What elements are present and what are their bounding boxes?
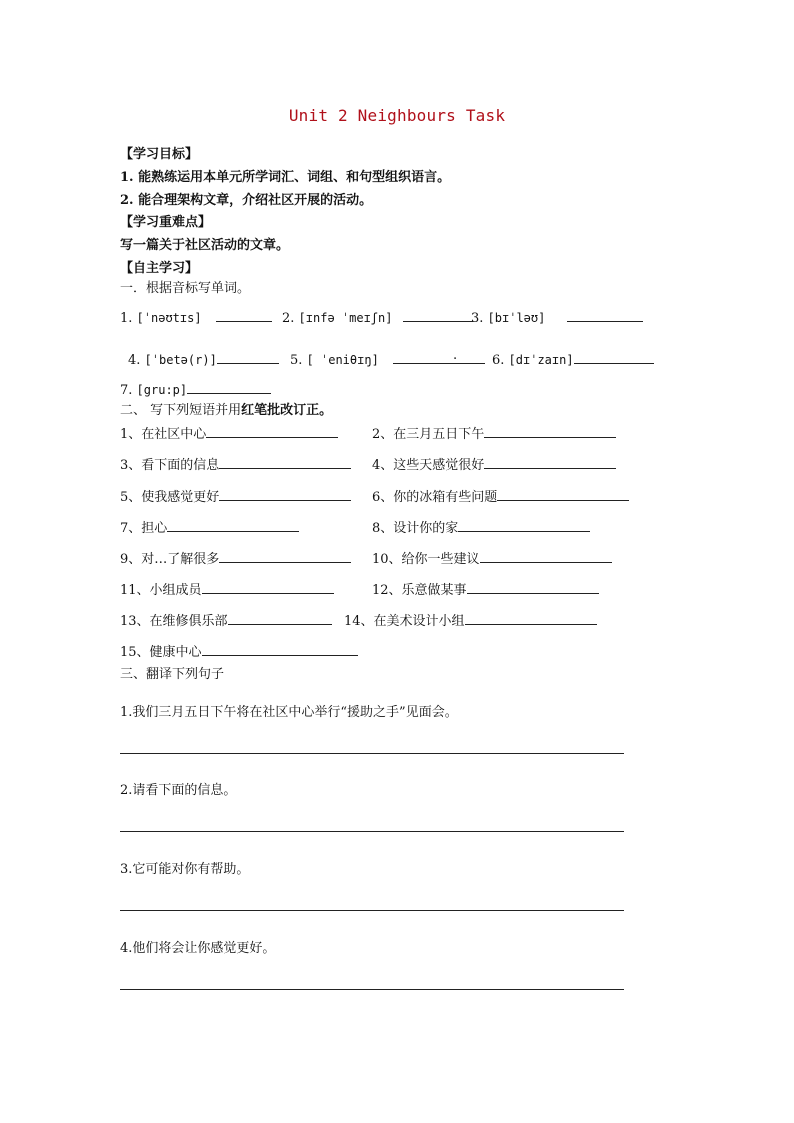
goal-1: 1. 能熟练运用本单元所学词汇、词组、和句型组织语言。 <box>120 170 451 185</box>
phonetic-item-3: 3. [bɪˈləʊ] <box>471 309 643 326</box>
phrase-item: 8、设计你的家 <box>372 517 590 536</box>
answer-blank[interactable] <box>403 309 473 322</box>
phrase-item: 1、在社区中心 <box>120 423 338 442</box>
sentence-4: 4.他们将会让你感觉更好。 <box>120 941 276 956</box>
phrase-item: 10、给你一些建议 <box>372 548 612 567</box>
phonetic-item-4: 4. [ˈbetə(r)] <box>128 351 279 368</box>
phrase-item: 6、你的冰箱有些问题 <box>372 486 629 505</box>
answer-blank[interactable] <box>465 612 597 625</box>
sentence-1: 1.我们三月五日下午将在社区中心举行“援助之手”见面会。 <box>120 705 458 720</box>
answer-blank[interactable] <box>206 425 338 438</box>
page-title: Unit 2 Neighbours Task <box>288 106 506 125</box>
phonetic-item-6: 6. [dɪˈzaɪn] <box>492 351 654 368</box>
keypoints-heading: 【学习重难点】 <box>120 215 212 230</box>
answer-blank[interactable] <box>167 519 299 532</box>
phrase-item: 12、乐意做某事 <box>372 579 599 598</box>
phrase-item: 7、担心 <box>120 517 299 536</box>
self-study-heading: 【自主学习】 <box>120 261 199 276</box>
answer-blank[interactable] <box>480 550 612 563</box>
answer-line[interactable] <box>120 753 624 754</box>
answer-blank[interactable] <box>497 488 629 501</box>
sentence-2: 2.请看下面的信息。 <box>120 783 237 798</box>
answer-blank[interactable] <box>219 550 351 563</box>
answer-blank[interactable] <box>484 456 616 469</box>
answer-blank[interactable] <box>458 519 590 532</box>
phrase-item: 15、健康中心 <box>120 641 358 660</box>
answer-blank[interactable] <box>216 309 272 322</box>
phonetic-item-2: 2. [ɪnfə ˈmeɪʃn] <box>282 309 473 326</box>
answer-line[interactable] <box>120 831 624 832</box>
answer-line[interactable] <box>120 989 624 990</box>
answer-blank[interactable] <box>228 612 332 625</box>
phonetic-item-7: 7. [gru:p] <box>120 381 271 398</box>
part2-heading: 二、 写下列短语并用红笔批改订正。 <box>120 403 333 418</box>
phonetic-item-5: 5. [ ˈeniθɪŋ] . <box>290 351 485 368</box>
phrase-item: 4、这些天感觉很好 <box>372 454 616 473</box>
part1-heading: 一．根据音标写单词。 <box>120 281 251 296</box>
phrase-item: 2、在三月五日下午 <box>372 423 616 442</box>
phrase-item: 3、看下面的信息 <box>120 454 351 473</box>
phrase-item: 11、小组成员 <box>120 579 334 598</box>
answer-blank[interactable] <box>202 581 334 594</box>
answer-blank[interactable] <box>219 488 351 501</box>
phonetic-item-1: 1. [ˈnəʊtɪs] <box>120 309 272 326</box>
answer-blank[interactable] <box>567 309 643 322</box>
phrase-item: 13、在维修俱乐部 <box>120 610 332 629</box>
answer-blank[interactable] <box>219 456 351 469</box>
answer-blank[interactable]: . <box>393 351 485 364</box>
answer-blank[interactable] <box>484 425 616 438</box>
part3-heading: 三、翻译下列句子 <box>120 667 225 682</box>
sentence-3: 3.它可能对你有帮助。 <box>120 862 250 877</box>
goal-2: 2. 能合理架构文章，介绍社区开展的活动。 <box>120 193 373 208</box>
answer-blank[interactable] <box>202 643 358 656</box>
answer-line[interactable] <box>120 910 624 911</box>
phrase-item: 9、对…了解很多 <box>120 548 351 567</box>
answer-blank[interactable] <box>217 351 279 364</box>
keypoints-text: 写一篇关于社区活动的文章。 <box>120 238 290 253</box>
answer-blank[interactable] <box>187 381 271 394</box>
phrase-item: 14、在美术设计小组 <box>344 610 597 629</box>
phrase-item: 5、使我感觉更好 <box>120 486 351 505</box>
answer-blank[interactable] <box>467 581 599 594</box>
answer-blank[interactable] <box>574 351 654 364</box>
goals-heading: 【学习目标】 <box>120 147 199 162</box>
